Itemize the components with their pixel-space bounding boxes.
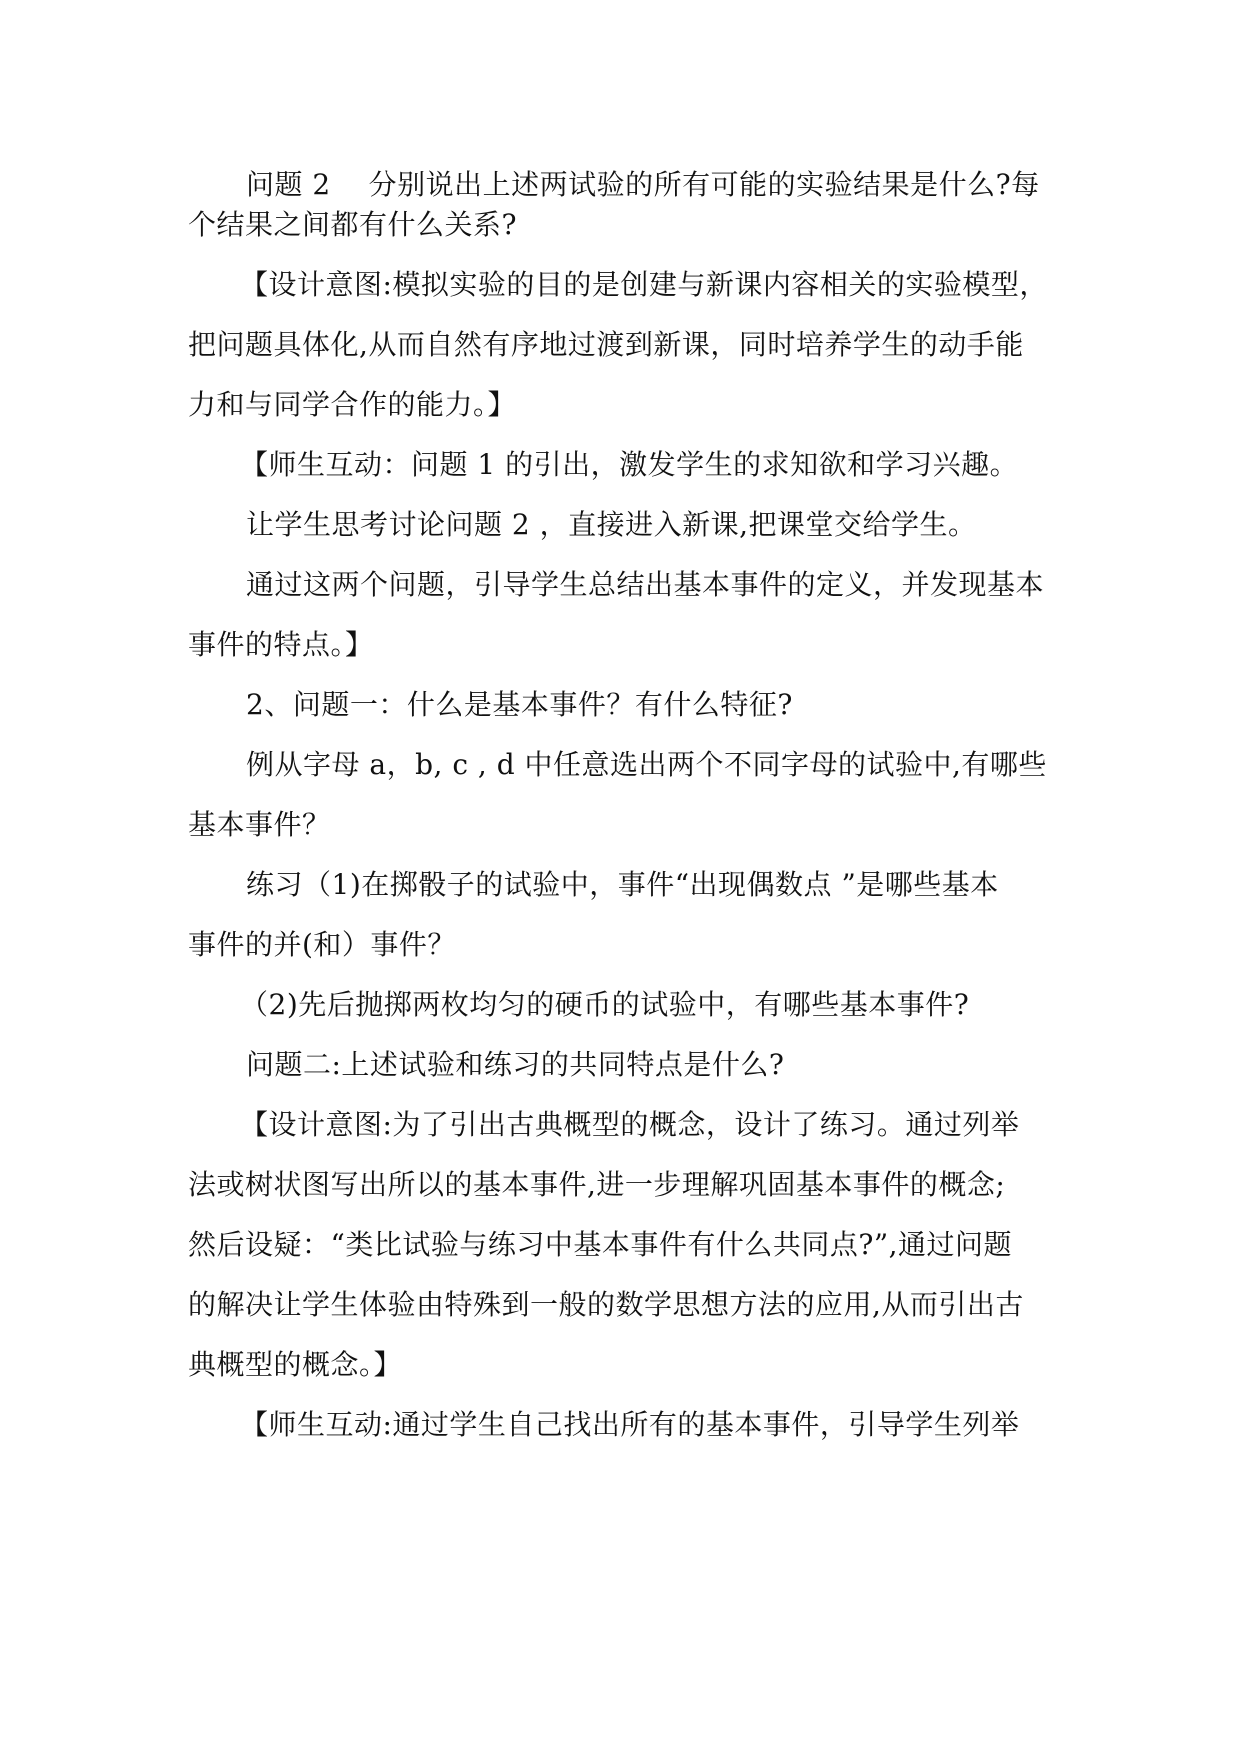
text-line: 【设计意图:为了引出古典概型的概念，设计了练习。通过列举 [240, 1108, 1020, 1141]
text-line: 【师生互动:通过学生自己找出所有的基本事件，引导学生列举 [240, 1408, 1020, 1441]
text-line: 【设计意图:模拟实验的目的是创建与新课内容相关的实验模型， [240, 268, 1048, 301]
text-line: （2)先后抛掷两枚均匀的硬币的试验中，有哪些基本事件? [240, 988, 970, 1021]
text-line: 2、问题一：什么是基本事件？有什么特征? [246, 688, 793, 721]
text-line: 练习（1)在掷骰子的试验中，事件“出现偶数点 ”是哪些基本 [246, 868, 999, 901]
text-line: 例从字母 a，b, c , d 中任意选出两个不同字母的试验中,有哪些 [246, 748, 1047, 781]
text-line: 个结果之间都有什么关系? [188, 208, 518, 241]
text-line: 让学生思考讨论问题 2 ，直接进入新课,把课堂交给学生。 [246, 508, 977, 541]
text-line: 问题二:上述试验和练习的共同特点是什么? [246, 1048, 785, 1081]
text-line: 法或树状图写出所以的基本事件,进一步理解巩固基本事件的概念; [188, 1168, 1006, 1201]
text-line: 基本事件？ [188, 808, 331, 841]
text-line: 通过这两个问题，引导学生总结出基本事件的定义，并发现基本 [246, 568, 1045, 601]
text-line: 事件的特点。】 [188, 628, 374, 661]
text-line: 问题 2 分别说出上述两试验的所有可能的实验结果是什么?每 [246, 168, 1040, 201]
text-line: 的解决让学生体验由特殊到一般的数学思想方法的应用,从而引出古 [188, 1288, 1024, 1321]
text-line: 【师生互动：问题 1 的引出，激发学生的求知欲和学习兴趣。 [240, 448, 1019, 481]
text-line: 把问题具体化,从而自然有序地过渡到新课，同时培养学生的动手能 [188, 328, 1024, 361]
text-line: 然后设疑：“类比试验与练习中基本事件有什么共同点?”,通过问题 [188, 1228, 1013, 1261]
text-line: 事件的并(和）事件？ [188, 928, 456, 961]
text-line: 典概型的概念。】 [188, 1348, 403, 1381]
text-line: 力和与同学合作的能力。】 [188, 388, 517, 421]
